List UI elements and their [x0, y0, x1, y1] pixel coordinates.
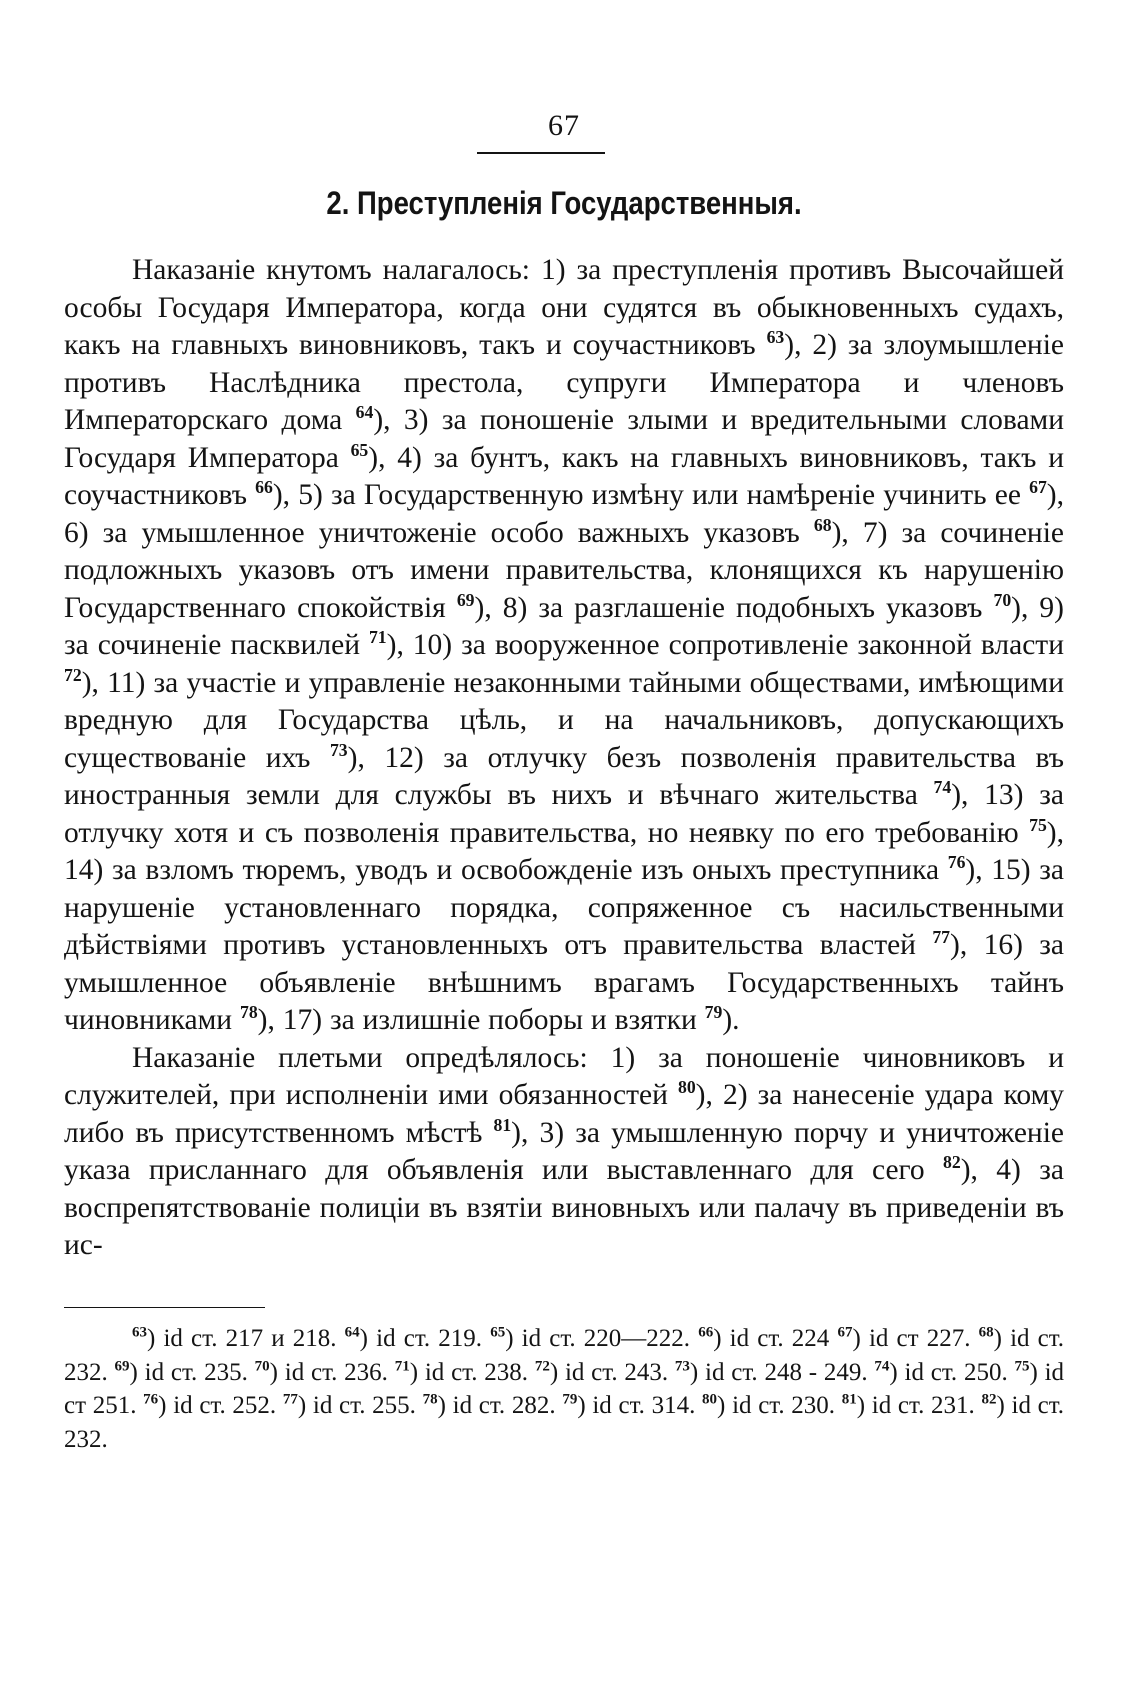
footnote-text: ) id ст 251.: [64, 1358, 1065, 1419]
footnote: [842, 1392, 975, 1419]
text-run: ), 11) за участіе и управленіе незаконными тайными обществами, имѣющими вредную для Государства цѣль, и на начальниковъ, допускающихъ существованіе ихъ: [64, 666, 1064, 774]
text-run: ), 17) за излишніе поборы и взятки: [257, 1004, 705, 1036]
footnote-number: 63: [132, 1324, 147, 1341]
footnote-marker: 70: [993, 589, 1012, 610]
page-number: 67: [548, 109, 580, 142]
footnote-number: 66: [698, 1324, 714, 1341]
text-run: ), 2) за нанесеніе удара кому либо въ присутственномъ мѣстѣ: [64, 1079, 1064, 1149]
footnote-marker: 66: [255, 477, 273, 498]
footnote-text: ) id ст. 232.: [64, 1325, 1065, 1386]
footnote: [345, 1325, 482, 1352]
text-run: ), 14) за взломъ тюремъ, уводъ и освобожденіе изъ оныхъ преступника: [64, 816, 1064, 886]
footnote-number: 68: [978, 1324, 994, 1341]
footnote-number: 69: [114, 1358, 130, 1375]
footnote-marker: 72: [64, 664, 82, 685]
footnote-text: ) id ст. 219.: [359, 1325, 483, 1352]
footnote-text: ) id ст. 220—222.: [505, 1325, 691, 1352]
footnote-marker: 76: [947, 852, 966, 873]
text-run: ), 15) за нарушеніе установленнаго порядка, сопряженное съ насильственными дѣйствіями противъ установленныхъ отъ правительства властей: [64, 854, 1064, 961]
footnote-marker: 79: [704, 1002, 723, 1023]
footnote-text: ) id ст. 282.: [437, 1392, 556, 1419]
footnote: [837, 1325, 970, 1352]
footnote-text: ) id ст. 238.: [409, 1358, 529, 1386]
text-run: ), 5) за Государственную измѣну или намѣреніе учинить ее: [272, 479, 1030, 511]
footnote-marker: 71: [368, 627, 387, 648]
footnote-text: ) id ст. 250.: [889, 1358, 1008, 1386]
paragraph-lash: [64, 1040, 1064, 1265]
footnote: [874, 1359, 1007, 1386]
book-page: [64, 0, 1064, 1707]
footnote-text: ) id ст. 252.: [158, 1392, 277, 1419]
text-run: ), 16) за умышленное объявленіе внѣшнимъ врагамъ Государственныхъ тайнъ чиновниками: [64, 929, 1064, 1036]
footnote: [423, 1392, 556, 1419]
footnote-number: 77: [282, 1391, 298, 1408]
footnote-number: 65: [490, 1324, 506, 1341]
text-run: ), 2) за злоумышленіе противъ Наслѣдника престола, супруги Императора и членовъ Императорскаго дома: [64, 329, 1064, 436]
text-run: Наказаніе кнутомъ налагалось: 1) за преступленія противъ Высочайшей особы Государя Императора, когда они судятся въ обыкновенныхъ судахъ, какъ на главныхъ виновниковъ, такъ и соучастниковъ: [64, 254, 1064, 361]
footnote-text: ) id ст. 231.: [856, 1392, 975, 1419]
footnote-number: 73: [674, 1358, 690, 1375]
text-run: ), 7) за сочиненіе подложныхъ указовъ отъ имени правительства, клонящихся къ нарушенію Государственнаго спокойствія: [64, 516, 1064, 624]
footnote: [490, 1325, 690, 1352]
footnote-text: ) id ст. 236.: [269, 1358, 388, 1386]
footnote-text: ) id ст. 217 и 218.: [147, 1325, 337, 1352]
footnote-marker: 74: [933, 777, 952, 798]
footnote-marker: 77: [932, 927, 951, 948]
footnote-number: 67: [837, 1324, 853, 1341]
footnote-marker: 68: [813, 514, 832, 535]
footnote-rule: [64, 1307, 265, 1308]
footnote-number: 71: [394, 1358, 410, 1375]
footnote-marker: 78: [239, 1002, 258, 1023]
footnote: [702, 1392, 835, 1419]
text-run: ), 8) за разглашеніе подобныхъ указовъ: [474, 591, 994, 624]
footnote-marker: 73: [329, 739, 348, 760]
text-run: ), 3) за поношеніе злыми и вредительными словами Государя Императора: [64, 404, 1064, 474]
footnote: [132, 1325, 337, 1352]
footnote-marker: 69: [456, 589, 475, 610]
footnote-number: 82: [981, 1391, 997, 1408]
footnote-number: 81: [841, 1391, 857, 1408]
text-run: ), 4) за воспрепятствованіе полиціи въ взятіи виновныхъ или палачу въ приведеніи въ ис-: [64, 1154, 1064, 1261]
section-heading: 2. Преступленія Государственныя.: [326, 185, 802, 221]
footnote-marker: 65: [350, 439, 369, 460]
footnote-number: 74: [874, 1358, 890, 1375]
footnote-marker: 82: [943, 1152, 961, 1173]
footnote: [115, 1359, 248, 1386]
footnote-marker: 67: [1029, 477, 1047, 498]
text-run: ), 10) за вооруженное сопротивленіе законной власти: [386, 629, 1064, 661]
text-run: ), 4) за бунтъ, какъ на главныхъ виновниковъ, такъ и соучастниковъ: [64, 441, 1064, 511]
footnotes: [64, 1322, 1064, 1456]
footnote-text: ) id ст. 248 - 249.: [689, 1358, 868, 1386]
footnote-text: ) id ст. 224: [713, 1325, 830, 1352]
footnote-number: 70: [254, 1358, 270, 1375]
footnote-text: ) id ст. 235.: [129, 1358, 248, 1386]
footnote: [255, 1359, 388, 1386]
footnote: [283, 1392, 416, 1419]
footnote-text: ) id ст. 255.: [297, 1392, 416, 1419]
footnote: [143, 1392, 276, 1419]
footnote-text: ) id ст. 314.: [577, 1392, 696, 1419]
footnote-number: 79: [562, 1391, 578, 1408]
body-text: [64, 252, 1064, 1265]
footnote-text: ) id ст. 230.: [717, 1392, 836, 1419]
text-run: ), 6) за умышленное уничтоженіе особо важныхъ указовъ: [64, 479, 1064, 549]
footnote-number: 76: [143, 1391, 159, 1408]
footnote: [535, 1359, 668, 1386]
footnote: [395, 1359, 528, 1386]
text-run: ), 12) за отлучку безъ позволенія правительства въ иностранныя земли для службы въ нихъ и вѣчнаго жительства: [64, 741, 1064, 811]
footnote: [675, 1359, 868, 1386]
footnote-number: 75: [1014, 1358, 1030, 1375]
text-run: ), 9) за сочиненіе пасквилей: [64, 591, 1064, 661]
footnote-text: ) id ст. 243.: [549, 1358, 669, 1386]
footnote-marker: 75: [1029, 814, 1047, 835]
footnote-number: 64: [344, 1324, 360, 1341]
paragraph-knout: [64, 252, 1064, 1040]
footnote-text: ) id ст. 232.: [64, 1392, 1065, 1453]
footnote-number: 72: [534, 1358, 550, 1375]
footnote-marker: 81: [493, 1114, 512, 1135]
text-run: ), 3) за умышленную порчу и уничтоженіе указа присланнаго для объявленія или выставленнаго для сего: [64, 1116, 1064, 1186]
footnote-marker: 64: [355, 402, 374, 423]
footnote-marker: 63: [766, 327, 785, 348]
footnote: [698, 1325, 829, 1352]
text-run: ).: [722, 1004, 740, 1036]
footnote: [562, 1392, 695, 1419]
page-number-rule: [477, 152, 605, 154]
text-run: Наказаніе плетьми опредѣлялось: 1) за поношеніе чиновниковъ и служителей, при исполненіи ими обязанностей: [64, 1041, 1064, 1111]
text-run: ), 13) за отлучку хотя и съ позволенія правительства, но неявку по его требованію: [64, 779, 1064, 849]
footnote-marker: 80: [677, 1077, 696, 1098]
footnote-number: 78: [422, 1391, 438, 1408]
footnote-text: ) id ст 227.: [852, 1325, 971, 1352]
footnote-number: 80: [702, 1391, 718, 1408]
